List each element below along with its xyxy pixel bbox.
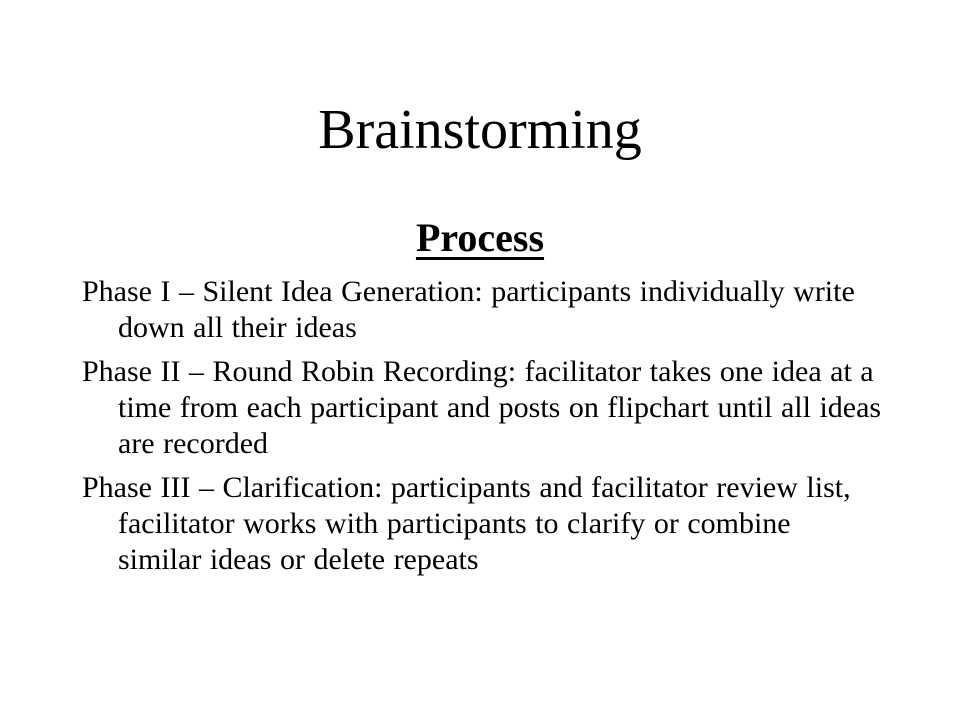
section-heading: Process [415, 215, 545, 260]
slide-title: Brainstorming [318, 99, 642, 161]
phase-3-item: Phase III – Clarification: participants and facilitator review list, facilitator works with participants to clarify or combine similar ideas or delete repeats [82, 471, 851, 576]
phase-1-item: Phase I – Silent Idea Generation: participants individually write down all their ideas [82, 275, 855, 344]
phase-list [82, 274, 882, 586]
phase-2-item: Phase II – Round Robin Recording: facilitator takes one idea at a time from each participant and posts on flipchart until all ideas are recorded [82, 355, 882, 460]
